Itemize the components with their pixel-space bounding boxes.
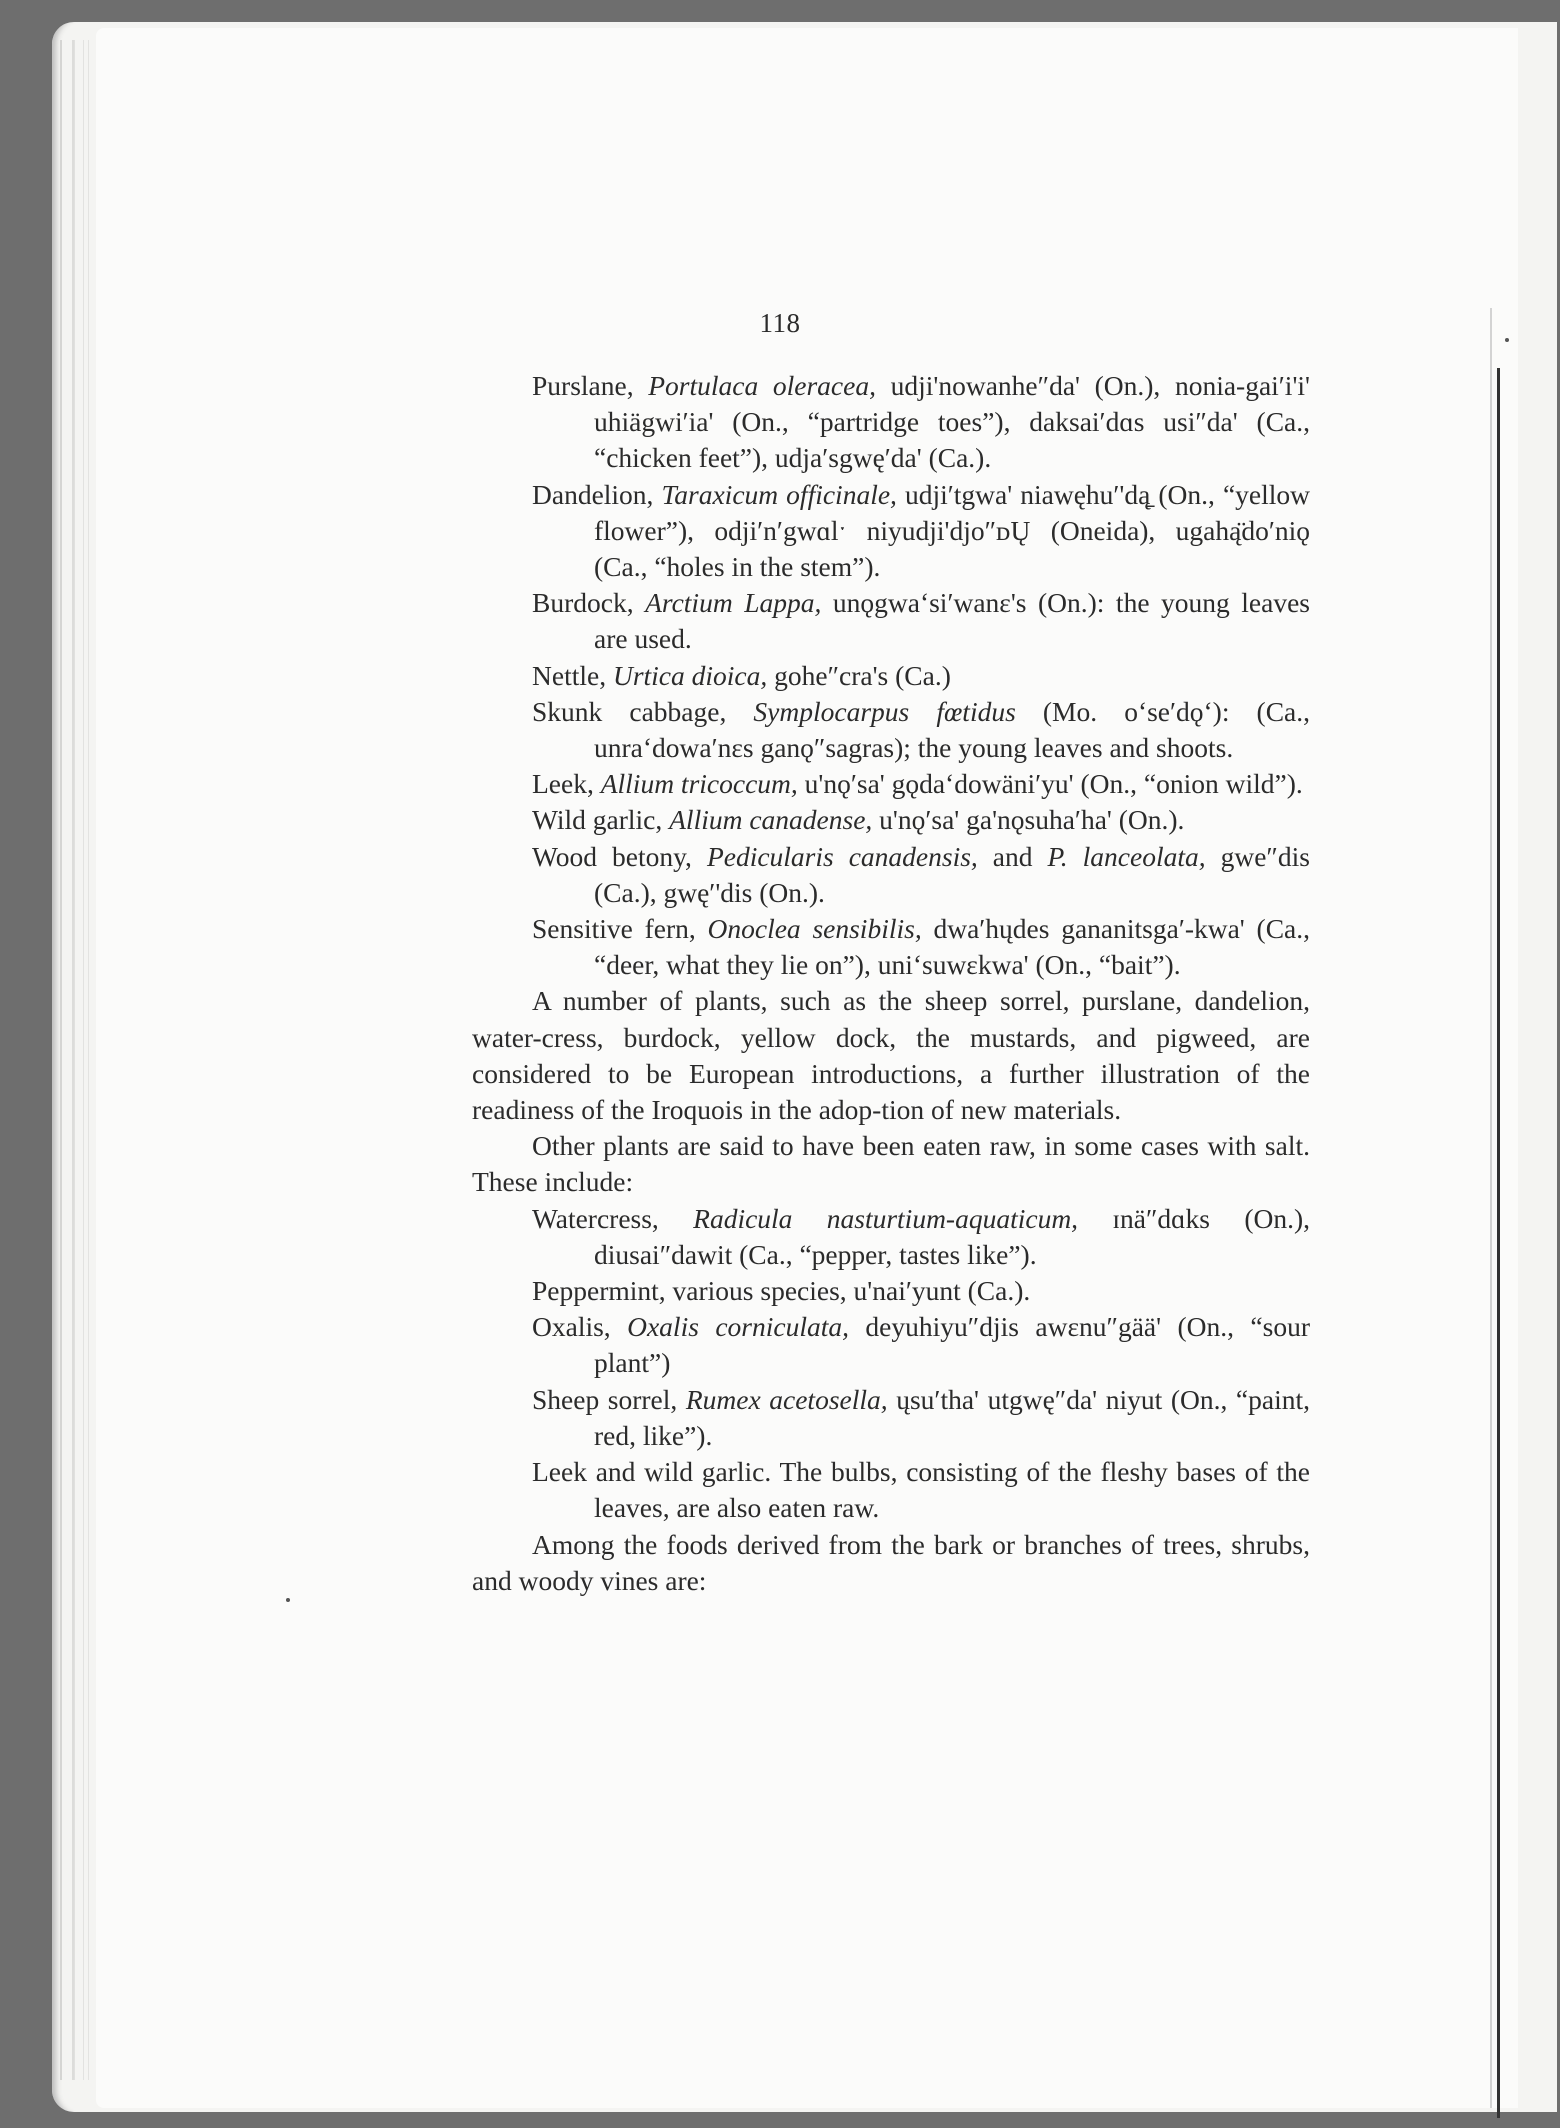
plant-entry-text: and (977, 840, 1048, 872)
plant-list-raw (472, 1201, 1310, 1527)
plant-entry (534, 585, 1310, 657)
plant-entry (534, 1382, 1310, 1454)
plant-entry-text: (Mo. oʻse′dǫʻ): (Ca., unraʻdowa′nɛs ganǫ″sagras); the young leaves and shoots. (594, 695, 1311, 764)
plant-latin-name: Rumex acetosella, (685, 1383, 888, 1415)
plant-entry (534, 1273, 1310, 1309)
plant-entry-text: dwa′hųdes gananitsga′-kwa' (Ca., “deer, what they lie on”), uniʻsuwɛkwa' (On., “bait”). (594, 913, 1310, 981)
plant-entry-text: various species, u'nai′yunt (Ca.). (665, 1275, 1031, 1307)
plant-entry-text: unǫgwaʻsi′wanɛ's (On.): the young leaves are used. (594, 587, 1311, 655)
plant-entry-text: ɪnä″dɑks (On.), diusai″dawit (Ca., “pepper, tastes like”). (594, 1202, 1311, 1270)
page-body (472, 368, 1310, 1599)
plant-common-name: Sensitive fern, (532, 913, 696, 945)
plant-entry-text: u'nǫ′sa' ga'nǫsuha′ha' (On.). (872, 804, 1185, 836)
paragraph: Other plants are said to have been eaten raw, in some cases with salt. These include: (472, 1130, 1310, 1198)
plant-entry (534, 802, 1310, 838)
gutter-line (1497, 368, 1500, 2118)
plant-common-name: Sheep sorrel, (532, 1383, 678, 1415)
plant-common-name: Purslane, (532, 370, 634, 401)
plant-common-name: Wild garlic, (532, 804, 663, 836)
plant-common-name: Dandelion, (532, 478, 654, 510)
plant-entry (534, 694, 1310, 766)
plant-entry-text: udji′tgwa' niawęhu′'dą̱ (On., “yellow flower”), odji′n′gwɑlˑ niyudji'djo″ᴅŲ (Oneida), ugahą̈do′niǫ (Ca., “holes in the stem”). (594, 478, 1311, 583)
plant-latin-name: Taraxicum officinale, (661, 478, 897, 510)
plant-entry-text: The bulbs, consisting of the fleshy bases of the leaves, are also eaten raw. (594, 1456, 1310, 1524)
plant-entry (534, 839, 1310, 911)
gutter-shadow (1490, 308, 1492, 2108)
plant-common-name: Burdock, (532, 587, 634, 619)
plant-entry-text: ųsu′tha' utgwę″da' niyut (On., “paint, red, like”). (594, 1383, 1310, 1451)
plant-common-name: Leek, (532, 768, 594, 800)
paragraph: A number of plants, such as the sheep sorrel, purslane, dandelion, water-cress, burdock, yellow dock, the mustards, and pigweed, are considered to be European introductions, a further illustration of the readiness of the Iroquois in the adop-tion of new materials. (472, 985, 1310, 1126)
plant-entry (534, 766, 1310, 802)
plant-latin-name: Allium canadense, (669, 804, 873, 836)
plant-common-name: Nettle, (532, 659, 607, 691)
page-number: 118 (759, 308, 801, 338)
plant-entry (534, 477, 1310, 586)
plant-latin-name: Urtica dioica, (612, 659, 768, 691)
plant-entry-text: gwe″dis (Ca.), gwę′'dis (On.). (594, 840, 1310, 908)
plant-entry (534, 911, 1310, 983)
plant-latin-name: Arctium Lappa, (645, 587, 822, 619)
plant-entry (534, 658, 1310, 694)
plant-common-name: Peppermint, (532, 1275, 666, 1307)
plant-latin-name: Allium tricoccum, (600, 768, 798, 800)
plant-common-name: Watercress, (532, 1202, 659, 1234)
plant-entry-text: deyuhiyu″djis awɛnu″gää' (On., “sour plant”) (594, 1311, 1310, 1379)
plant-entry-text: udji'nowanhe″da' (On.), nonia-gai′i'i' uhiägwi′ia' (On., “partridge toes”), daksai′dɑs usi″da' (Ca., “chicken feet”), udja′sgwę′da' (Ca.). (594, 370, 1311, 474)
plant-latin-name: Portulaca oleracea, (648, 370, 876, 401)
page-stack-edge (74, 40, 84, 2080)
plant-common-name: Skunk cabbage, (532, 695, 727, 727)
page-stack-edge (60, 40, 74, 2080)
plant-entry (534, 1454, 1310, 1526)
plant-common-name: Oxalis, (532, 1311, 611, 1343)
plant-latin-name: Oxalis corniculata, (627, 1311, 849, 1343)
plant-latin-name: P. lanceolata, (1047, 840, 1206, 872)
paragraph: Among the foods derived from the bark or branches of trees, shrubs, and woody vines are: (472, 1528, 1310, 1596)
plant-entry (534, 1201, 1310, 1273)
plant-entry (534, 368, 1310, 477)
plant-latin-name: Onoclea sensibilis, (707, 913, 922, 945)
plant-common-name: Leek and wild garlic. (532, 1456, 772, 1488)
plant-entry-text: gohe″cra's (Ca.) (767, 659, 951, 691)
plant-latin-name: Symplocarpus fœtidus (753, 695, 1016, 727)
plant-entry-text: u'nǫ′sa' gǫdaʻdowäni′yu' (On., “onion wild”). (797, 768, 1303, 800)
plant-common-name: Wood betony, (532, 840, 692, 872)
plant-latin-name: Pedicularis canadensis, (706, 840, 978, 872)
plant-entry (534, 1309, 1310, 1381)
plant-list-cooked (472, 368, 1310, 983)
plant-latin-name: Radicula nasturtium-aquaticum, (693, 1202, 1079, 1234)
scan-speck (286, 1598, 290, 1602)
